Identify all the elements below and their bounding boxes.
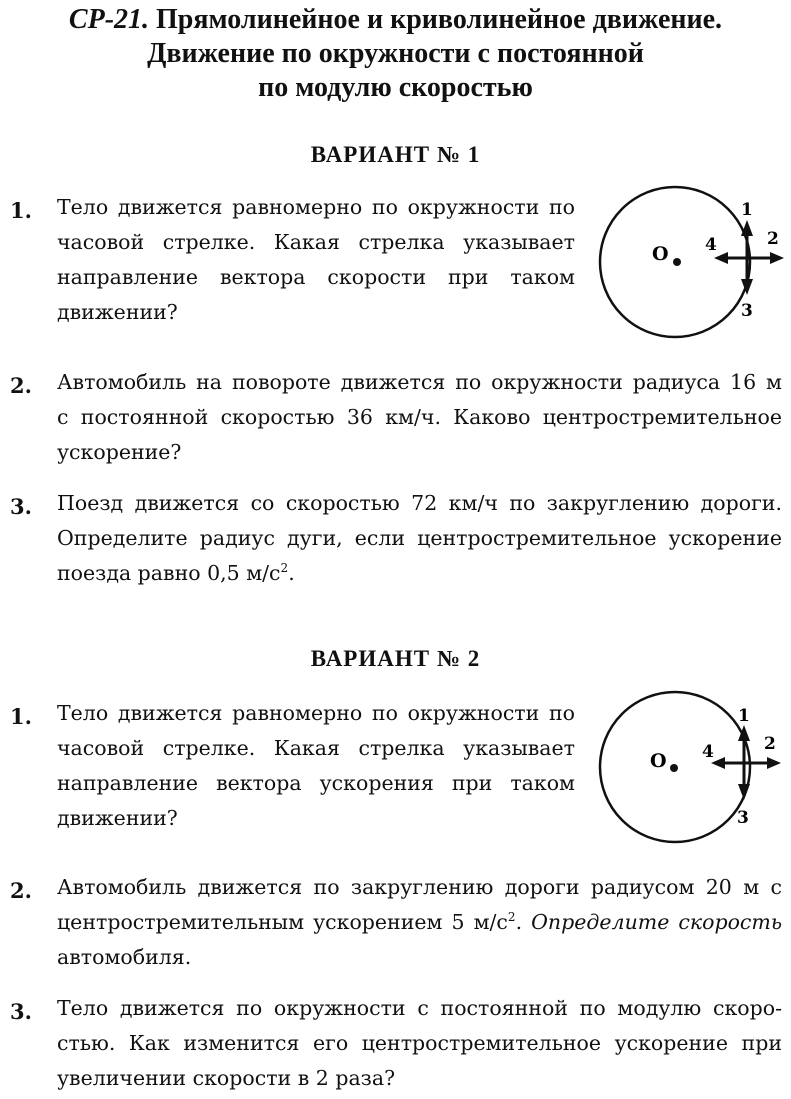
arrow-label-4: 4 [705,235,717,255]
text-line: направление вектора ускорения при таком [57,771,575,795]
v1-task-1-number: 1. [10,198,32,223]
arrow-2-right [770,252,784,264]
italic-instruction: Определите скорость [531,910,782,934]
center-label: O [650,750,667,772]
arrow-label-1: 1 [738,706,750,726]
variant-2-heading: ВАРИАНТ № 2 [310,646,481,671]
text-line: увеличении скорости в 2 раза? [57,1066,396,1090]
text-line [57,905,782,940]
v2-task-2-text [57,870,782,975]
circle-arrows-figure [590,180,790,350]
arrow-label-4: 4 [702,742,714,762]
arrow-label-3: 3 [737,808,749,828]
variant-1-heading: ВАРИАНТ № 1 [310,142,481,167]
text-line: ускорение? [57,440,182,464]
v1-task-2-text [57,365,782,470]
text-fragment: поезда равно 0,5 м/с [57,561,281,585]
text-line: с постоянной скоростью 36 км/ч. Каково центростремительное [57,405,782,429]
worksheet-code: СР-21. [68,4,150,35]
title-line-3: по модулю скоростью [258,72,533,103]
arrow-label-3: 3 [741,301,753,321]
text-line: автомобиля. [57,945,192,969]
text-line: Определите радиус дуги, если центростремительное ускорение [57,526,782,550]
text-line: направление вектора скорости при таком [57,265,575,289]
text-line: часовой стрелке. Какая стрелка указывает [57,736,575,760]
v1-circle-diagram [590,180,790,354]
text-line: Тело движется равномерно по окружности по [57,195,575,219]
center-label: O [652,243,669,265]
v2-task-3-text [57,991,782,1096]
superscript: 2 [507,910,516,925]
v2-task-3-number: 3. [10,999,32,1024]
text-line: Тело движется равномерно по окружности по [57,701,575,725]
text-fragment: . [288,561,295,585]
v2-task-2-number: 2. [10,878,32,903]
arrow-label-1: 1 [741,200,753,220]
circle-arrows-figure [590,685,790,855]
text-line: движении? [57,300,178,324]
text-line: стью. Как изменится его центростремительное ускорение при [57,1031,782,1055]
title-text-1: Прямолинейное и криволинейное движение. [156,4,723,35]
arrow-2-right [767,757,781,769]
text-line: Тело движется по окружности с постоянной по модулю скоро- [57,996,782,1020]
v1-task-2-number: 2. [10,373,32,398]
title-line-1 [0,3,791,37]
arrow-3-down [738,784,750,800]
v1-task-3-text [57,486,782,591]
text-line: часовой стрелке. Какая стрелка указывает [57,230,575,254]
v1-task-3-number: 3. [10,494,32,519]
text-fragment: центростремительным ускорением 5 м/с [57,910,508,934]
arrow-label-2: 2 [764,734,776,754]
text-line: движении? [57,806,178,830]
center-point [673,258,681,266]
superscript: 2 [280,561,289,576]
text-fragment: . [515,910,532,934]
arrow-label-2: 2 [767,229,779,249]
text-line: Поезд движется со скоростью 72 км/ч по закруглению дороги. [57,491,782,515]
v1-task-1-text [57,190,575,330]
worksheet-title [0,3,791,105]
v2-task-1-number: 1. [10,704,32,729]
v2-task-1-text [57,696,575,836]
text-line: Автомобиль на повороте движется по окружности радиуса 16 м [57,370,782,394]
v2-circle-diagram [590,685,790,859]
text-line [57,556,782,591]
text-line: Автомобиль движется по закруглению дороги радиусом 20 м с [57,875,782,899]
center-point [670,764,678,772]
title-line-2: Движение по окружности с постоянной [147,38,644,69]
